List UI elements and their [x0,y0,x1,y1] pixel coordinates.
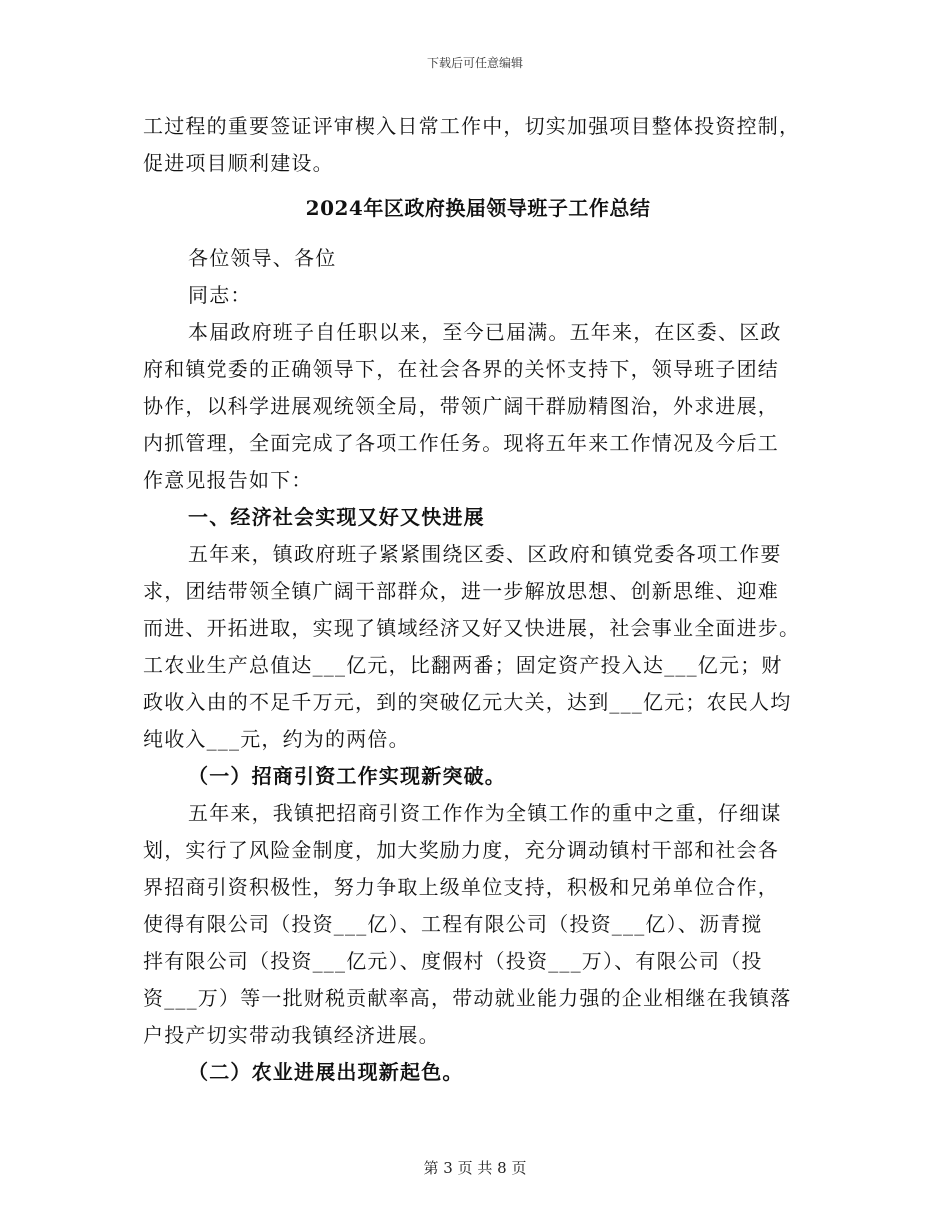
paragraph-line: 而进、开拓进取，实现了镇域经济又好又快进展，社会事业全面进步。 [143,616,801,640]
paragraph-line: 内抓管理，全面完成了各项工作任务。现将五年来工作情况及今后工 [143,431,779,455]
header-note: 下载后可任意编辑 [426,56,523,70]
paragraph-line: 户投产切实带动我镇经济进展。 [143,1023,440,1047]
section-heading: （二）农业进展出现新起色。 [188,1060,464,1084]
paragraph-line: 协作，以科学进展观统领全局，带领广阔干群励精图治，外求进展， [143,394,779,418]
paragraph-line: 使得有限公司（投资___亿）、工程有限公司（投资___亿）、沥青搅 [143,912,763,936]
paragraph-line: 五年来，镇政府班子紧紧围绕区委、区政府和镇党委各项工作要 [188,542,782,566]
paragraph-line: 求，团结带领全镇广阔干部群众，进一步解放思想、创新思维、迎难 [143,579,779,603]
section-heading: （一）招商引资工作实现新突破。 [188,764,506,788]
paragraph-line: 资___万）等一批财税贡献率高，带动就业能力强的企业相继在我镇落 [143,986,792,1010]
section-heading: 一、经济社会实现又好又快进展 [188,505,485,529]
paragraph-line: 府和镇党委的正确领导下，在社会各界的关怀支持下，领导班子团结 [143,357,779,381]
document-body [143,108,813,1091]
paragraph-line: 五年来，我镇把招商引资工作作为全镇工作的重中之重，仔细谋 [188,801,782,825]
paragraph-line: 本届政府班子自任职以来，至今已届满。五年来，在区委、区政 [188,320,782,344]
paragraph-line: 促进项目顺利建设。 [143,151,334,175]
paragraph-line: 政收入由的不足千万元，到的突破亿元大关，达到___亿元；农民人均 [143,690,792,714]
paragraph-line: 各位领导、各位 [188,246,337,270]
paragraph-line: 工农业生产总值达___亿元，比翻两番；固定资产投入达___亿元；财 [143,653,783,677]
paragraph-line: 界招商引资积极性，努力争取上级单位支持，积极和兄弟单位合作， [143,875,779,899]
paragraph-line: 纯收入___元，约为的两倍。 [143,727,410,751]
page-number-footer: 第 3 页 共 8 页 [423,1159,527,1177]
paragraph-line: 划，实行了风险金制度，加大奖励力度，充分调动镇村干部和社会各 [143,838,779,862]
document-title: 2024年区政府换届领导班子工作总结 [305,196,651,220]
paragraph-line: 同志： [188,283,252,307]
paragraph-line: 拌有限公司（投资___亿元）、度假村（投资___万）、有限公司（投 [143,949,763,973]
paragraph-line: 作意见报告如下： [143,468,313,492]
paragraph-line: 工过程的重要签证评审楔入日常工作中，切实加强项目整体投资控制， [143,114,801,138]
